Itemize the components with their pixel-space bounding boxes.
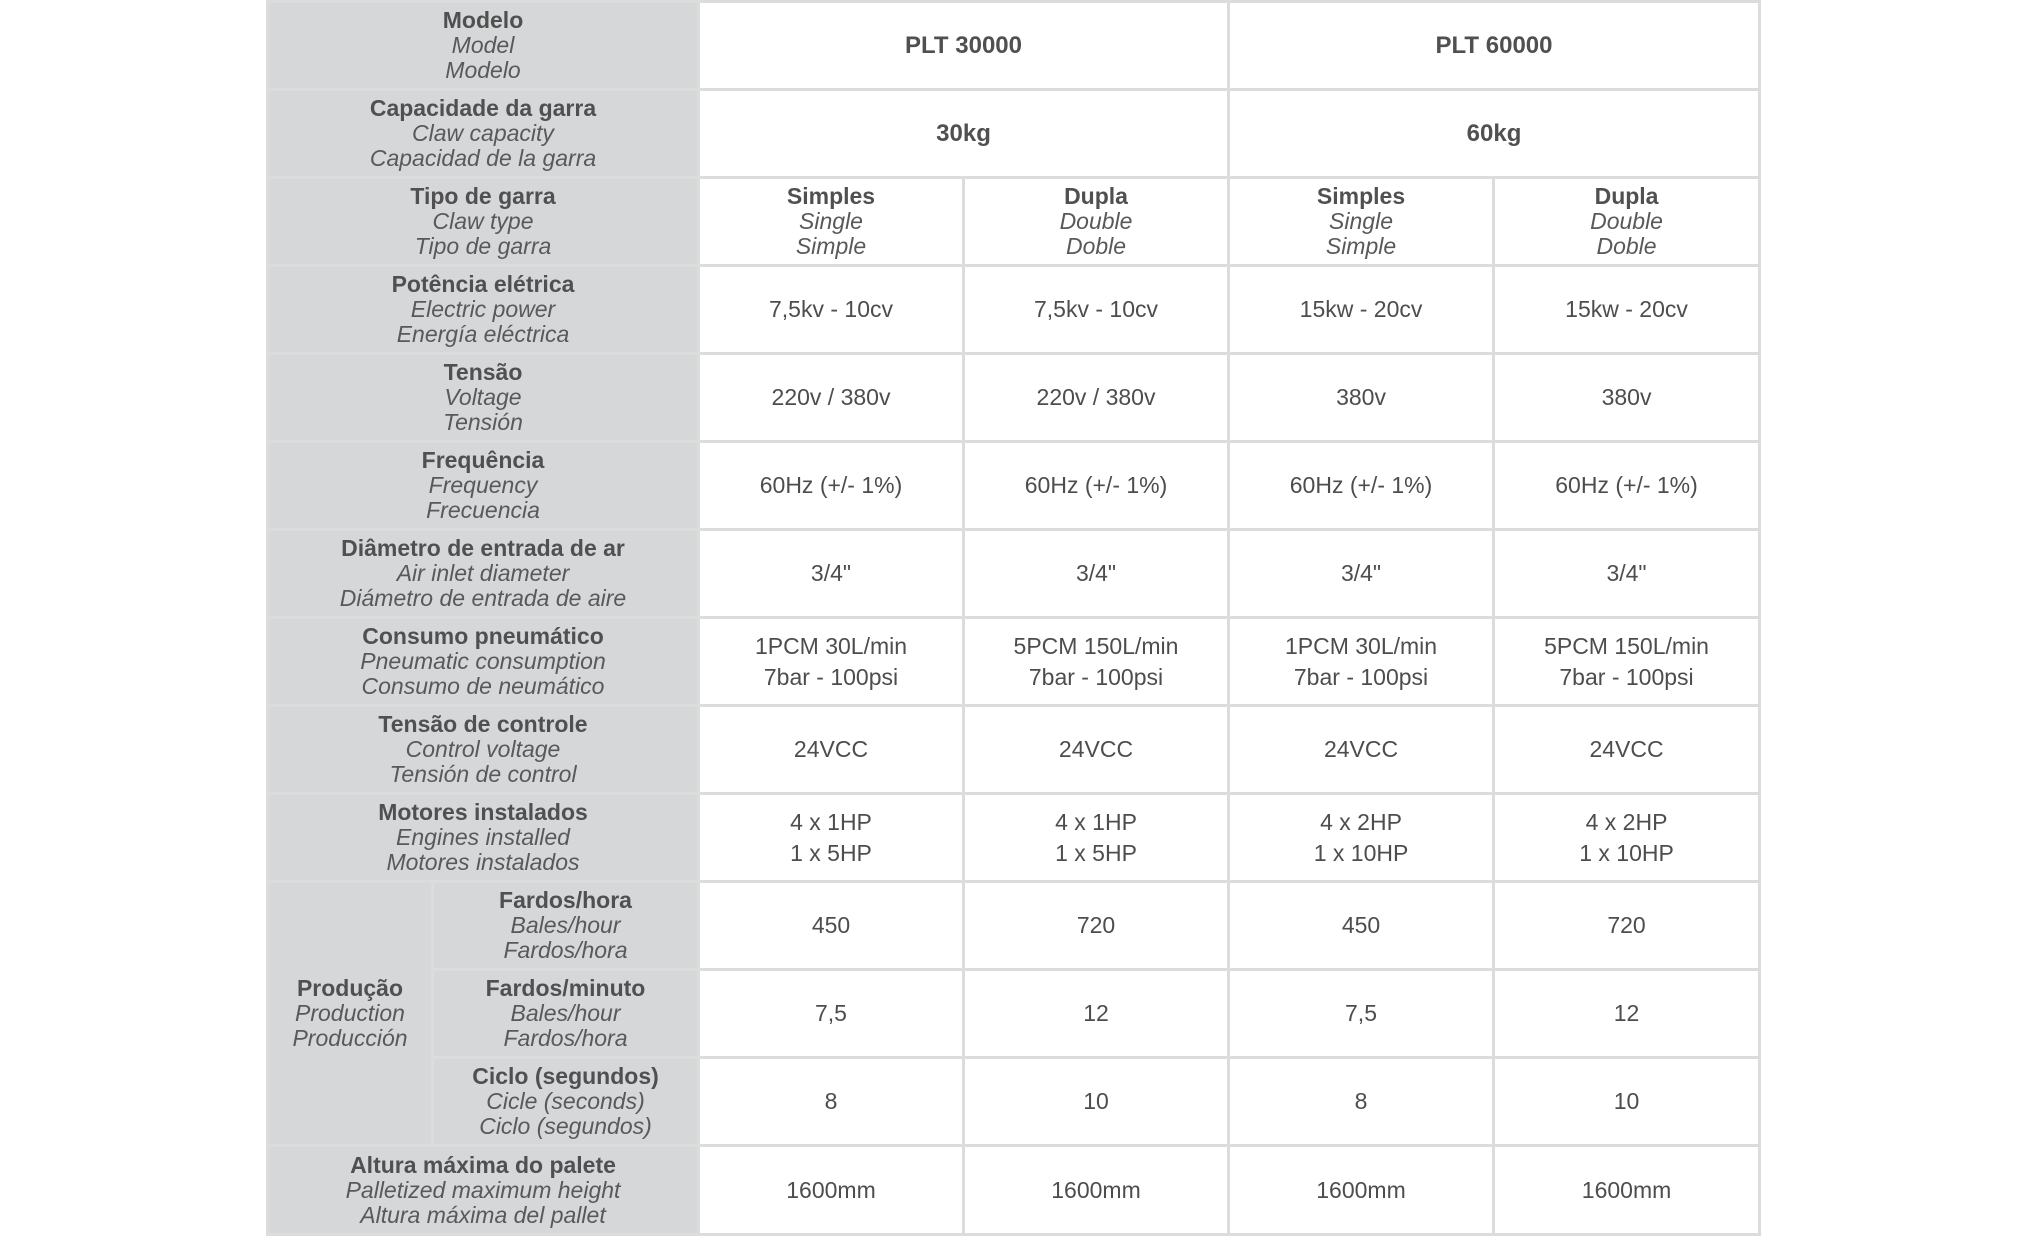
label-es: Capacidad de la garra — [369, 145, 597, 171]
value-line: 380v — [1336, 384, 1386, 410]
value-cell — [699, 354, 964, 442]
label-pt: Capacidade da garra — [369, 95, 597, 121]
type-en: Single — [799, 208, 863, 234]
spec-row-voltage — [268, 354, 1760, 442]
value-line: 7bar - 100psi — [1293, 663, 1429, 690]
production-sublabel — [433, 882, 699, 970]
label-en: Pneumatic consumption — [360, 648, 606, 674]
value-line: 5PCM 150L/min — [1544, 632, 1709, 659]
value-line: 1600mm — [1316, 1176, 1406, 1203]
label-en: Cicle (seconds) — [486, 1088, 645, 1114]
value-cell — [964, 530, 1229, 618]
value-line: 4 x 2HP — [1320, 808, 1402, 835]
row-label — [268, 90, 699, 178]
model-plt-30000 — [699, 2, 1229, 90]
label-en: Bales/hour — [510, 1000, 621, 1026]
row-label — [268, 442, 699, 530]
label-en: Voltage — [444, 384, 522, 410]
label-pt: Fardos/minuto — [485, 975, 646, 1001]
type-pt: Dupla — [1594, 183, 1659, 209]
value-cell — [964, 882, 1229, 970]
label-es: Consumo de neumático — [361, 673, 605, 699]
value-line: 450 — [1341, 912, 1381, 938]
value-line: 7,5kv - 10cv — [769, 296, 893, 322]
value-cell — [699, 1146, 964, 1235]
label-pt: Tensão de controle — [378, 711, 588, 737]
value-line: 3/4" — [810, 560, 852, 586]
value-line: 60Hz (+/- 1%) — [1555, 472, 1698, 498]
value-line: 1 x 10HP — [1313, 839, 1409, 866]
value-line: 1600mm — [1051, 1176, 1141, 1203]
label-es: Diámetro de entrada de aire — [339, 585, 627, 611]
label-en: Model — [451, 32, 515, 58]
value-cell — [964, 354, 1229, 442]
value-line: 1PCM 30L/min — [1284, 632, 1438, 659]
row-label — [268, 178, 699, 266]
row-label — [268, 354, 699, 442]
value-cell — [1494, 1146, 1760, 1235]
value-cell — [1494, 266, 1760, 354]
capacity-value — [1229, 90, 1760, 178]
value-line: 12 — [1083, 1000, 1109, 1026]
model-name: PLT 30000 — [905, 31, 1022, 59]
label-pt: Ciclo (segundos) — [472, 1063, 659, 1089]
label-pt: Potência elétrica — [391, 271, 575, 297]
value-line: 4 x 1HP — [790, 808, 872, 835]
value-cell — [1229, 1058, 1494, 1146]
production-row-bales-minute — [268, 970, 1760, 1058]
row-label — [268, 530, 699, 618]
type-pt: Simples — [786, 183, 876, 209]
label-pt: Modelo — [442, 7, 524, 33]
value-cell — [964, 794, 1229, 882]
row-label — [268, 1146, 699, 1235]
row-label — [268, 794, 699, 882]
value-cell — [964, 970, 1229, 1058]
value-line: 60Hz (+/- 1%) — [1024, 472, 1168, 498]
spec-row-frequency — [268, 442, 1760, 530]
value-cell — [1229, 794, 1494, 882]
value-cell — [1229, 354, 1494, 442]
claw-type-row — [268, 178, 1760, 266]
production-label — [268, 882, 433, 1146]
label-pt: Fardos/hora — [499, 887, 632, 913]
label-es: Fardos/hora — [503, 937, 628, 963]
claw-type-cell — [1229, 178, 1494, 266]
model-name: PLT 60000 — [1435, 31, 1553, 59]
capacity-row — [268, 90, 1760, 178]
value-line: 1600mm — [1581, 1176, 1672, 1203]
value-cell — [1229, 1146, 1494, 1235]
value-cell — [699, 794, 964, 882]
model-plt-60000 — [1229, 2, 1760, 90]
production-sublabel — [433, 970, 699, 1058]
type-pt: Simples — [1316, 183, 1406, 209]
value-line: 60Hz (+/- 1%) — [1289, 472, 1433, 498]
spec-row-electric-power — [268, 266, 1760, 354]
value-line: 5PCM 150L/min — [1013, 632, 1179, 659]
capacity-text: 30kg — [936, 119, 991, 147]
production-row-cycle — [268, 1058, 1760, 1146]
label-pt: Produção — [296, 975, 404, 1001]
label-en: Claw capacity — [412, 120, 554, 146]
value-cell — [699, 882, 964, 970]
claw-type-cell — [699, 178, 964, 266]
value-line: 720 — [1076, 912, 1116, 938]
label-en: Control voltage — [405, 736, 561, 762]
value-cell — [964, 1058, 1229, 1146]
value-cell — [1229, 970, 1494, 1058]
value-cell — [699, 618, 964, 706]
label-es: Producción — [292, 1025, 408, 1051]
value-line: 4 x 2HP — [1585, 808, 1668, 835]
value-line: 380v — [1601, 384, 1652, 410]
label-es: Fardos/hora — [503, 1025, 628, 1051]
pallet-height-row — [268, 1146, 1760, 1235]
value-line: 15kw - 20cv — [1565, 296, 1688, 322]
value-line: 7,5 — [815, 1000, 847, 1026]
value-cell — [1494, 442, 1760, 530]
type-es: Simple — [795, 233, 867, 259]
value-cell — [1494, 530, 1760, 618]
row-label — [268, 618, 699, 706]
value-line: 450 — [811, 912, 851, 938]
value-line: 220v / 380v — [771, 384, 891, 410]
value-line: 24VCC — [1058, 736, 1134, 762]
value-cell — [964, 618, 1229, 706]
capacity-text: 60kg — [1466, 119, 1522, 147]
value-cell — [1494, 882, 1760, 970]
value-line: 1PCM 30L/min — [754, 632, 908, 659]
type-en: Double — [1590, 208, 1663, 234]
value-cell — [964, 1146, 1229, 1235]
spec-table — [266, 0, 1761, 1236]
value-line: 7,5 — [1345, 1000, 1377, 1026]
value-line: 1 x 10HP — [1579, 839, 1674, 866]
value-cell — [1229, 618, 1494, 706]
value-line: 24VCC — [1589, 736, 1664, 762]
label-en: Bales/hour — [510, 912, 621, 938]
value-line: 60Hz (+/- 1%) — [759, 472, 903, 498]
label-es: Tipo de garra — [414, 233, 552, 259]
label-en: Engines installed — [396, 824, 570, 850]
value-cell — [699, 970, 964, 1058]
value-line: 3/4" — [1606, 560, 1647, 586]
claw-type-cell — [1494, 178, 1760, 266]
value-line: 7bar - 100psi — [1559, 663, 1694, 690]
label-en: Frequency — [428, 472, 538, 498]
value-cell — [1229, 882, 1494, 970]
label-en: Electric power — [410, 296, 556, 322]
type-en: Double — [1059, 208, 1133, 234]
label-pt: Frequência — [421, 447, 545, 473]
label-es: Modelo — [445, 57, 521, 83]
capacity-value — [699, 90, 1229, 178]
value-cell — [1494, 1058, 1760, 1146]
value-line: 24VCC — [1323, 736, 1399, 762]
value-cell — [1494, 970, 1760, 1058]
value-line: 8 — [824, 1088, 838, 1114]
label-es: Motores instalados — [386, 849, 580, 875]
label-en: Air inlet diameter — [396, 560, 570, 586]
label-en: Claw type — [432, 208, 534, 234]
value-cell — [699, 530, 964, 618]
value-cell — [699, 442, 964, 530]
type-es: Simple — [1325, 233, 1397, 259]
value-line: 10 — [1083, 1088, 1109, 1114]
spec-row-control-voltage — [268, 706, 1760, 794]
label-es: Altura máxima del pallet — [360, 1201, 606, 1228]
label-pt: Altura máxima do palete — [350, 1151, 616, 1178]
claw-type-cell — [964, 178, 1229, 266]
value-cell — [1494, 794, 1760, 882]
row-label — [268, 2, 699, 90]
type-es: Doble — [1596, 233, 1657, 259]
value-cell — [1229, 442, 1494, 530]
label-es: Tensión — [443, 409, 523, 435]
value-line: 7bar - 100psi — [1028, 663, 1164, 690]
value-line: 15kw - 20cv — [1299, 296, 1423, 322]
label-pt: Consumo pneumático — [362, 623, 604, 649]
value-line: 720 — [1607, 912, 1646, 938]
value-line: 10 — [1613, 1088, 1640, 1114]
label-pt: Diâmetro de entrada de ar — [341, 535, 625, 561]
value-line: 4 x 1HP — [1055, 808, 1137, 835]
value-cell — [964, 706, 1229, 794]
row-label — [268, 706, 699, 794]
spec-row-engines — [268, 794, 1760, 882]
label-pt: Motores instalados — [378, 799, 588, 825]
value-line: 1 x 5HP — [790, 839, 872, 866]
type-pt: Dupla — [1064, 183, 1128, 209]
value-cell — [699, 1058, 964, 1146]
label-es: Frecuencia — [426, 497, 540, 523]
value-cell — [699, 706, 964, 794]
type-en: Single — [1329, 208, 1393, 234]
label-es: Tensión de control — [389, 761, 577, 787]
value-line: 1600mm — [786, 1176, 876, 1203]
production-sublabel — [433, 1058, 699, 1146]
spec-row-air-inlet — [268, 530, 1760, 618]
label-en: Production — [295, 1000, 405, 1026]
value-cell — [1229, 530, 1494, 618]
value-line: 1 x 5HP — [1055, 839, 1137, 866]
type-es: Doble — [1065, 233, 1127, 259]
value-cell — [1229, 706, 1494, 794]
value-cell — [699, 266, 964, 354]
value-cell — [1494, 618, 1760, 706]
production-row-bales-hour — [268, 882, 1760, 970]
value-cell — [1229, 266, 1494, 354]
value-line: 7,5kv - 10cv — [1034, 296, 1158, 322]
spec-row-pneumatic — [268, 618, 1760, 706]
value-line: 3/4" — [1340, 560, 1382, 586]
label-pt: Tensão — [443, 359, 523, 385]
value-line: 12 — [1613, 1000, 1640, 1026]
label-pt: Tipo de garra — [410, 183, 556, 209]
label-es: Energía eléctrica — [396, 321, 570, 347]
value-line: 24VCC — [793, 736, 869, 762]
value-cell — [964, 266, 1229, 354]
value-line: 8 — [1354, 1088, 1368, 1114]
value-line: 3/4" — [1075, 560, 1117, 586]
value-cell — [1494, 706, 1760, 794]
value-line: 7bar - 100psi — [763, 663, 899, 690]
value-cell — [964, 442, 1229, 530]
label-es: Ciclo (segundos) — [479, 1113, 652, 1139]
row-label — [268, 266, 699, 354]
model-row — [268, 2, 1760, 90]
label-en: Palletized maximum height — [345, 1176, 621, 1203]
value-cell — [1494, 354, 1760, 442]
value-line: 220v / 380v — [1036, 384, 1156, 410]
